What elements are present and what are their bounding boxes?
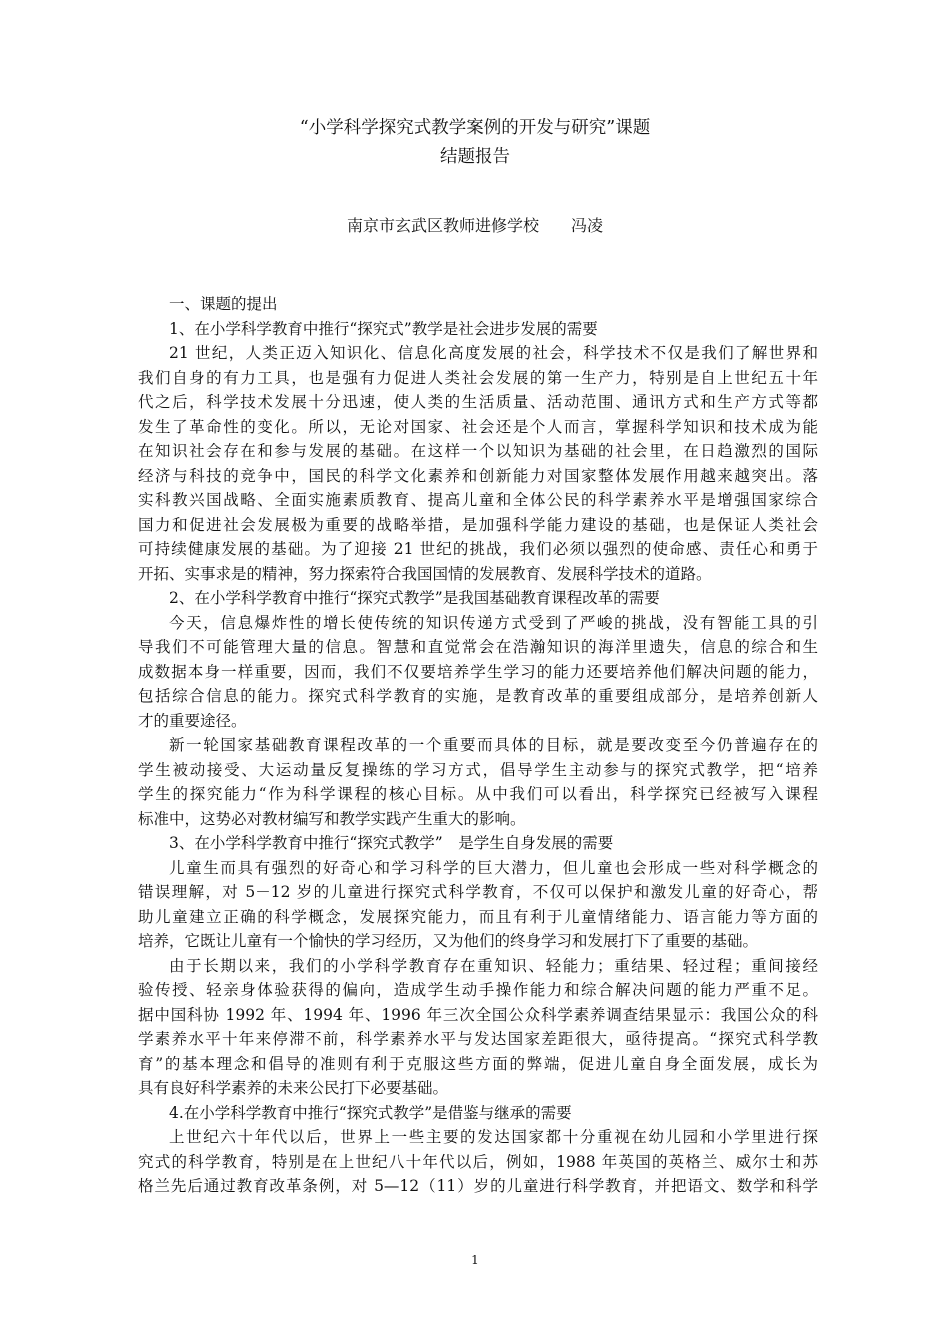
- paragraph-line: 国力和促进社会发展极为重要的战略举措，是加强科学能力建设的基础，也是保证人类社会: [138, 515, 818, 534]
- paragraph-line: 助儿童建立正确的科学概念，发展探究能力，而且有利于儿童情绪能力、语言能力等方面的: [138, 907, 818, 926]
- section-heading: 一、课题的提出: [169, 295, 278, 313]
- paragraph-line: 学生的探究能力“作为科学课程的核心目标。从中我们可以看出，科学探究已经被写入课程: [138, 785, 818, 803]
- paragraph-line: 新一轮国家基础教育课程改革的一个重要而具体的目标，就是要改变至今仍普遍存在的: [169, 736, 818, 754]
- page-number: 1: [471, 1253, 479, 1267]
- title-line: “小学科学探究式教学案例的开发与研究”课题: [299, 118, 651, 138]
- subsection-heading: 1、在小学科学教育中推行“探究式”教学是社会进步发展的需要: [169, 319, 598, 338]
- paragraph-line: 成数据本身一样重要，因而，我们不仅要培养学生学习的能力还要培养他们解决问题的能力，: [138, 662, 818, 681]
- paragraph-line: 具有良好科学素养的未来公民打下必要基础。: [138, 1079, 449, 1097]
- paragraph-line: 由于长期以来，我们的小学科学教育存在重知识、轻能力；重结果、轻过程；重间接经: [169, 956, 818, 975]
- paragraph-line: 据中国科协 1992 年、1994 年、1996 年三次全国公众科学素养调查结果显示：我国公众的科: [138, 1005, 818, 1024]
- paragraph-line: 包括综合信息的能力。探究式科学教育的实施，是教育改革的重要组成部分，是培养创新人: [138, 687, 818, 705]
- subtitle-line: 结题报告: [440, 147, 510, 167]
- paragraph-line: 育”的基本理念和倡导的准则有利于克服这些方面的弊端，促进儿童自身全面发展，成长为: [138, 1054, 818, 1073]
- paragraph-line: 在知识社会存在和参与发展的基础。在这样一个以知识为基础的社会里，在日趋激烈的国际: [138, 442, 818, 460]
- paragraph-line: 21 世纪，人类正迈入知识化、信息化高度发展的社会，科学技术不仅是我们了解世界和: [169, 344, 818, 362]
- paragraph-line: 上世纪六十年代以后，世界上一些主要的发达国家都十分重视在幼儿园和小学里进行探: [169, 1128, 818, 1146]
- paragraph-line: 经济与科技的竞争中，国民的科学文化素养和创新能力对国家整体发展作用越来越突出。落: [138, 466, 818, 485]
- paragraph-line: 标准中，这势必对教材编写和教学实践产生重大的影响。: [138, 809, 526, 828]
- paragraph-line: 格兰先后通过教育改革条例，对 5—12（11）岁的儿童进行科学教育，并把语文、数学和科学: [138, 1177, 818, 1195]
- author-affiliation: 南京市玄武区教师进修学校 冯凌: [346, 216, 603, 235]
- paragraph-line: 究式的科学教育，特别是在上世纪八十年代以后，例如，1988 年英国的英格兰、威尔士和苏: [138, 1152, 818, 1171]
- paragraph-line: 今天，信息爆炸性的增长使传统的知识传递方式受到了严峻的挑战，没有智能工具的引: [169, 613, 818, 632]
- paragraph-line: 学素养水平十年来停滞不前，科学素养水平与发达国家差距很大，亟待提高。“探究式科学教: [138, 1030, 818, 1048]
- paragraph-line: 儿童生而具有强烈的好奇心和学习科学的巨大潜力，但儿童也会形成一些对科学概念的: [169, 858, 818, 877]
- paragraph-line: 代之后，科学技术发展十分迅速，使人类的生活质量、活动范围、通讯方式和生产方式等都: [138, 393, 818, 411]
- paragraph-line: 开拓、实事求是的精神，努力探索符合我国国情的发展教育、发展科学技术的道路。: [138, 564, 712, 583]
- subsection-heading: 2、在小学科学教育中推行“探究式教学”是我国基础教育课程改革的需要: [169, 589, 660, 607]
- paragraph-line: 实科教兴国战略、全面实施素质教育、提高儿童和全体公民的科学素养水平是增强国家综合: [138, 491, 818, 509]
- document-title: [0, 114, 950, 172]
- paragraph-line: 发生了革命性的变化。所以，无论对国家、社会还是个人而言，掌握科学知识和技术成为能: [138, 417, 818, 436]
- paragraph-line: 培养，它既让儿童有一个愉快的学习经历，又为他们的终身学习和发展打下了重要的基础。: [138, 932, 759, 950]
- subsection-heading: 4.在小学科学教育中推行“探究式教学”是借鉴与继承的需要: [169, 1103, 572, 1122]
- body-text: [138, 292, 818, 1199]
- paragraph-line: 我们自身的有力工具，也是强有力促进人类社会发展的第一生产力，特别是自上世纪五十年: [138, 368, 818, 387]
- paragraph-line: 导我们不可能管理大量的信息。智慧和直觉常会在浩瀚知识的海洋里遗失，信息的综合和生: [138, 638, 818, 656]
- paragraph-line: 验传授、轻亲身体验获得的偏向，造成学生动手操作能力和综合解决问题的能力严重不足。: [138, 981, 818, 999]
- paragraph-line: 可持续健康发展的基础。为了迎接 21 世纪的挑战，我们必须以强烈的使命感、责任心和勇于: [138, 540, 818, 558]
- paragraph-line: 学生被动接受、大运动量反复操练的学习方式，倡导学生主动参与的探究式教学，把“培养: [138, 760, 818, 779]
- paragraph-line: 错误理解，对 5－12 岁的儿童进行探究式科学教育，不仅可以保护和激发儿童的好奇心，帮: [138, 883, 818, 901]
- subsection-heading: 3、在小学科学教育中推行“探究式教学” 是学生自身发展的需要: [169, 834, 614, 852]
- paragraph-line: 才的重要途径。: [138, 711, 247, 730]
